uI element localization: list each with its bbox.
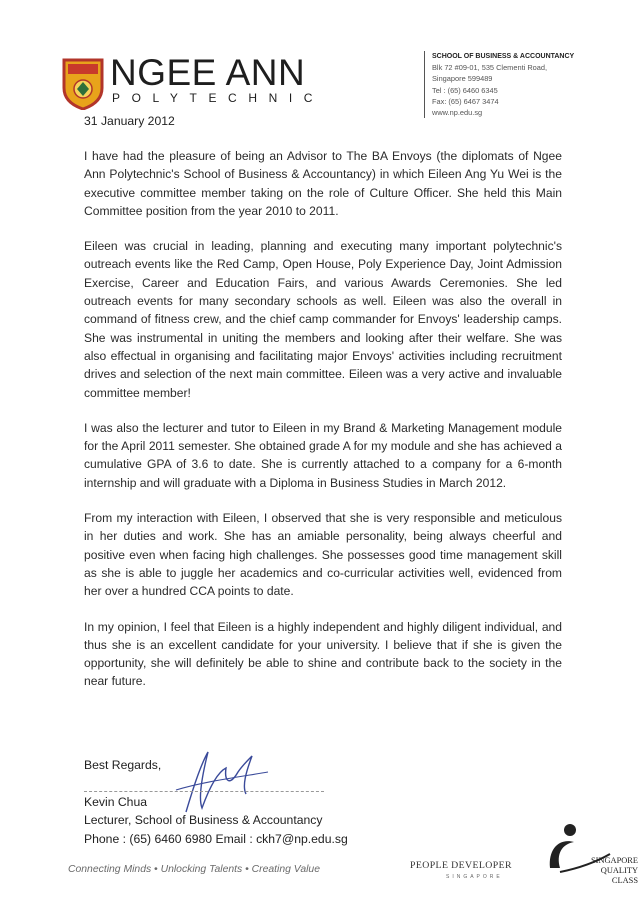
logo-name: NGEE ANN: [110, 52, 306, 93]
fax: Fax: (65) 6467 3474: [432, 96, 499, 106]
sqc-label: [577, 856, 638, 886]
address-line-1: Blk 72 #09-01, 535 Clementi Road,: [432, 63, 548, 73]
footer-tagline: Connecting Minds • Unlocking Talents • Creating Value: [68, 864, 320, 875]
letter-body: [84, 147, 562, 708]
polytechnic-crest-icon: [62, 58, 104, 110]
paragraph: I have had the pleasure of being an Advisor to The BA Envoys (the diplomats of Ngee Ann Polytechnic's School of Business & Accountancy) in which Eileen Ang Yu Wei is the executive committee member taking on the role of Culture Officer. She held this Main Committee position from the year 2010 to 2011.: [84, 149, 562, 218]
signer-block: [84, 793, 348, 848]
people-developer-sub: SINGAPORE: [446, 874, 503, 880]
school-address-block: [424, 51, 632, 118]
signer-contact: Phone : (65) 6460 6980 Email : ckh7@np.edu.sg: [84, 831, 348, 846]
paragraph: From my interaction with Eileen, I observed that she is very responsible and meticulous in her duties and work. She has an amiable personality, being always cheerful and positive even when facing high challenges. She possesses good time management skill as she is able to juggle her academics and co-curricular activities well, evidenced from her over a hundred CCA points to date.: [84, 511, 562, 599]
website: www.np.edu.sg: [432, 108, 483, 118]
signer-name: Kevin Chua: [84, 795, 148, 809]
signer-title: Lecturer, School of Business & Accountancy: [84, 813, 323, 828]
letter-date: 31 January 2012: [84, 114, 175, 128]
paragraph: Eileen was crucial in leading, planning and executing many important polytechnic's outreach events like the Red Camp, Open House, Poly Experience Day, Joint Admission Exercise, Career and Education Fairs, and various Awards Ceremonies. She led outreach events for many secondary schools as well. Eileen was also the overall in command of fitness crew, and the chief camp commander for Envoys' leadership camps. She was instrumental in uniting the members and looking after their welfare. She was also effectual in organising and facilitating major Envoys' activities including recruitment drives and selection of the next main committee. Eileen was a very active and invaluable committee member!: [84, 239, 562, 400]
signoff: Best Regards,: [84, 758, 162, 772]
logo-subtitle: POLYTECHNIC: [112, 91, 325, 105]
telephone: Tel : (65) 6460 6345: [432, 85, 498, 95]
people-developer-logo: PEOPLE DEVELOPER: [410, 860, 512, 871]
signature-line: [84, 791, 324, 792]
sqc-line-2: QUALITY CLASS: [600, 866, 638, 885]
sqc-line-1: SINGAPORE: [591, 856, 638, 865]
school-name: SCHOOL OF BUSINESS & ACCOUNTANCY: [432, 53, 575, 60]
paragraph: I was also the lecturer and tutor to Eileen in my Brand & Marketing Management module for the April 2011 semester. She obtained grade A for my module and she has achieved a cumulative GPA of 3.6 to date. She is currently attached to a company for a 6-month internship and will graduate with a Diploma in Business Studies in March 2012.: [84, 420, 562, 490]
paragraph: In my opinion, I feel that Eileen is a highly independent and highly diligent individual, and thus she is an excellent candidate for your university. I believe that if she is given the opportunity, she will definitely be able to shine and contribute back to the society in the near future.: [84, 619, 562, 689]
address-line-2: Singapore 599489: [432, 74, 493, 84]
